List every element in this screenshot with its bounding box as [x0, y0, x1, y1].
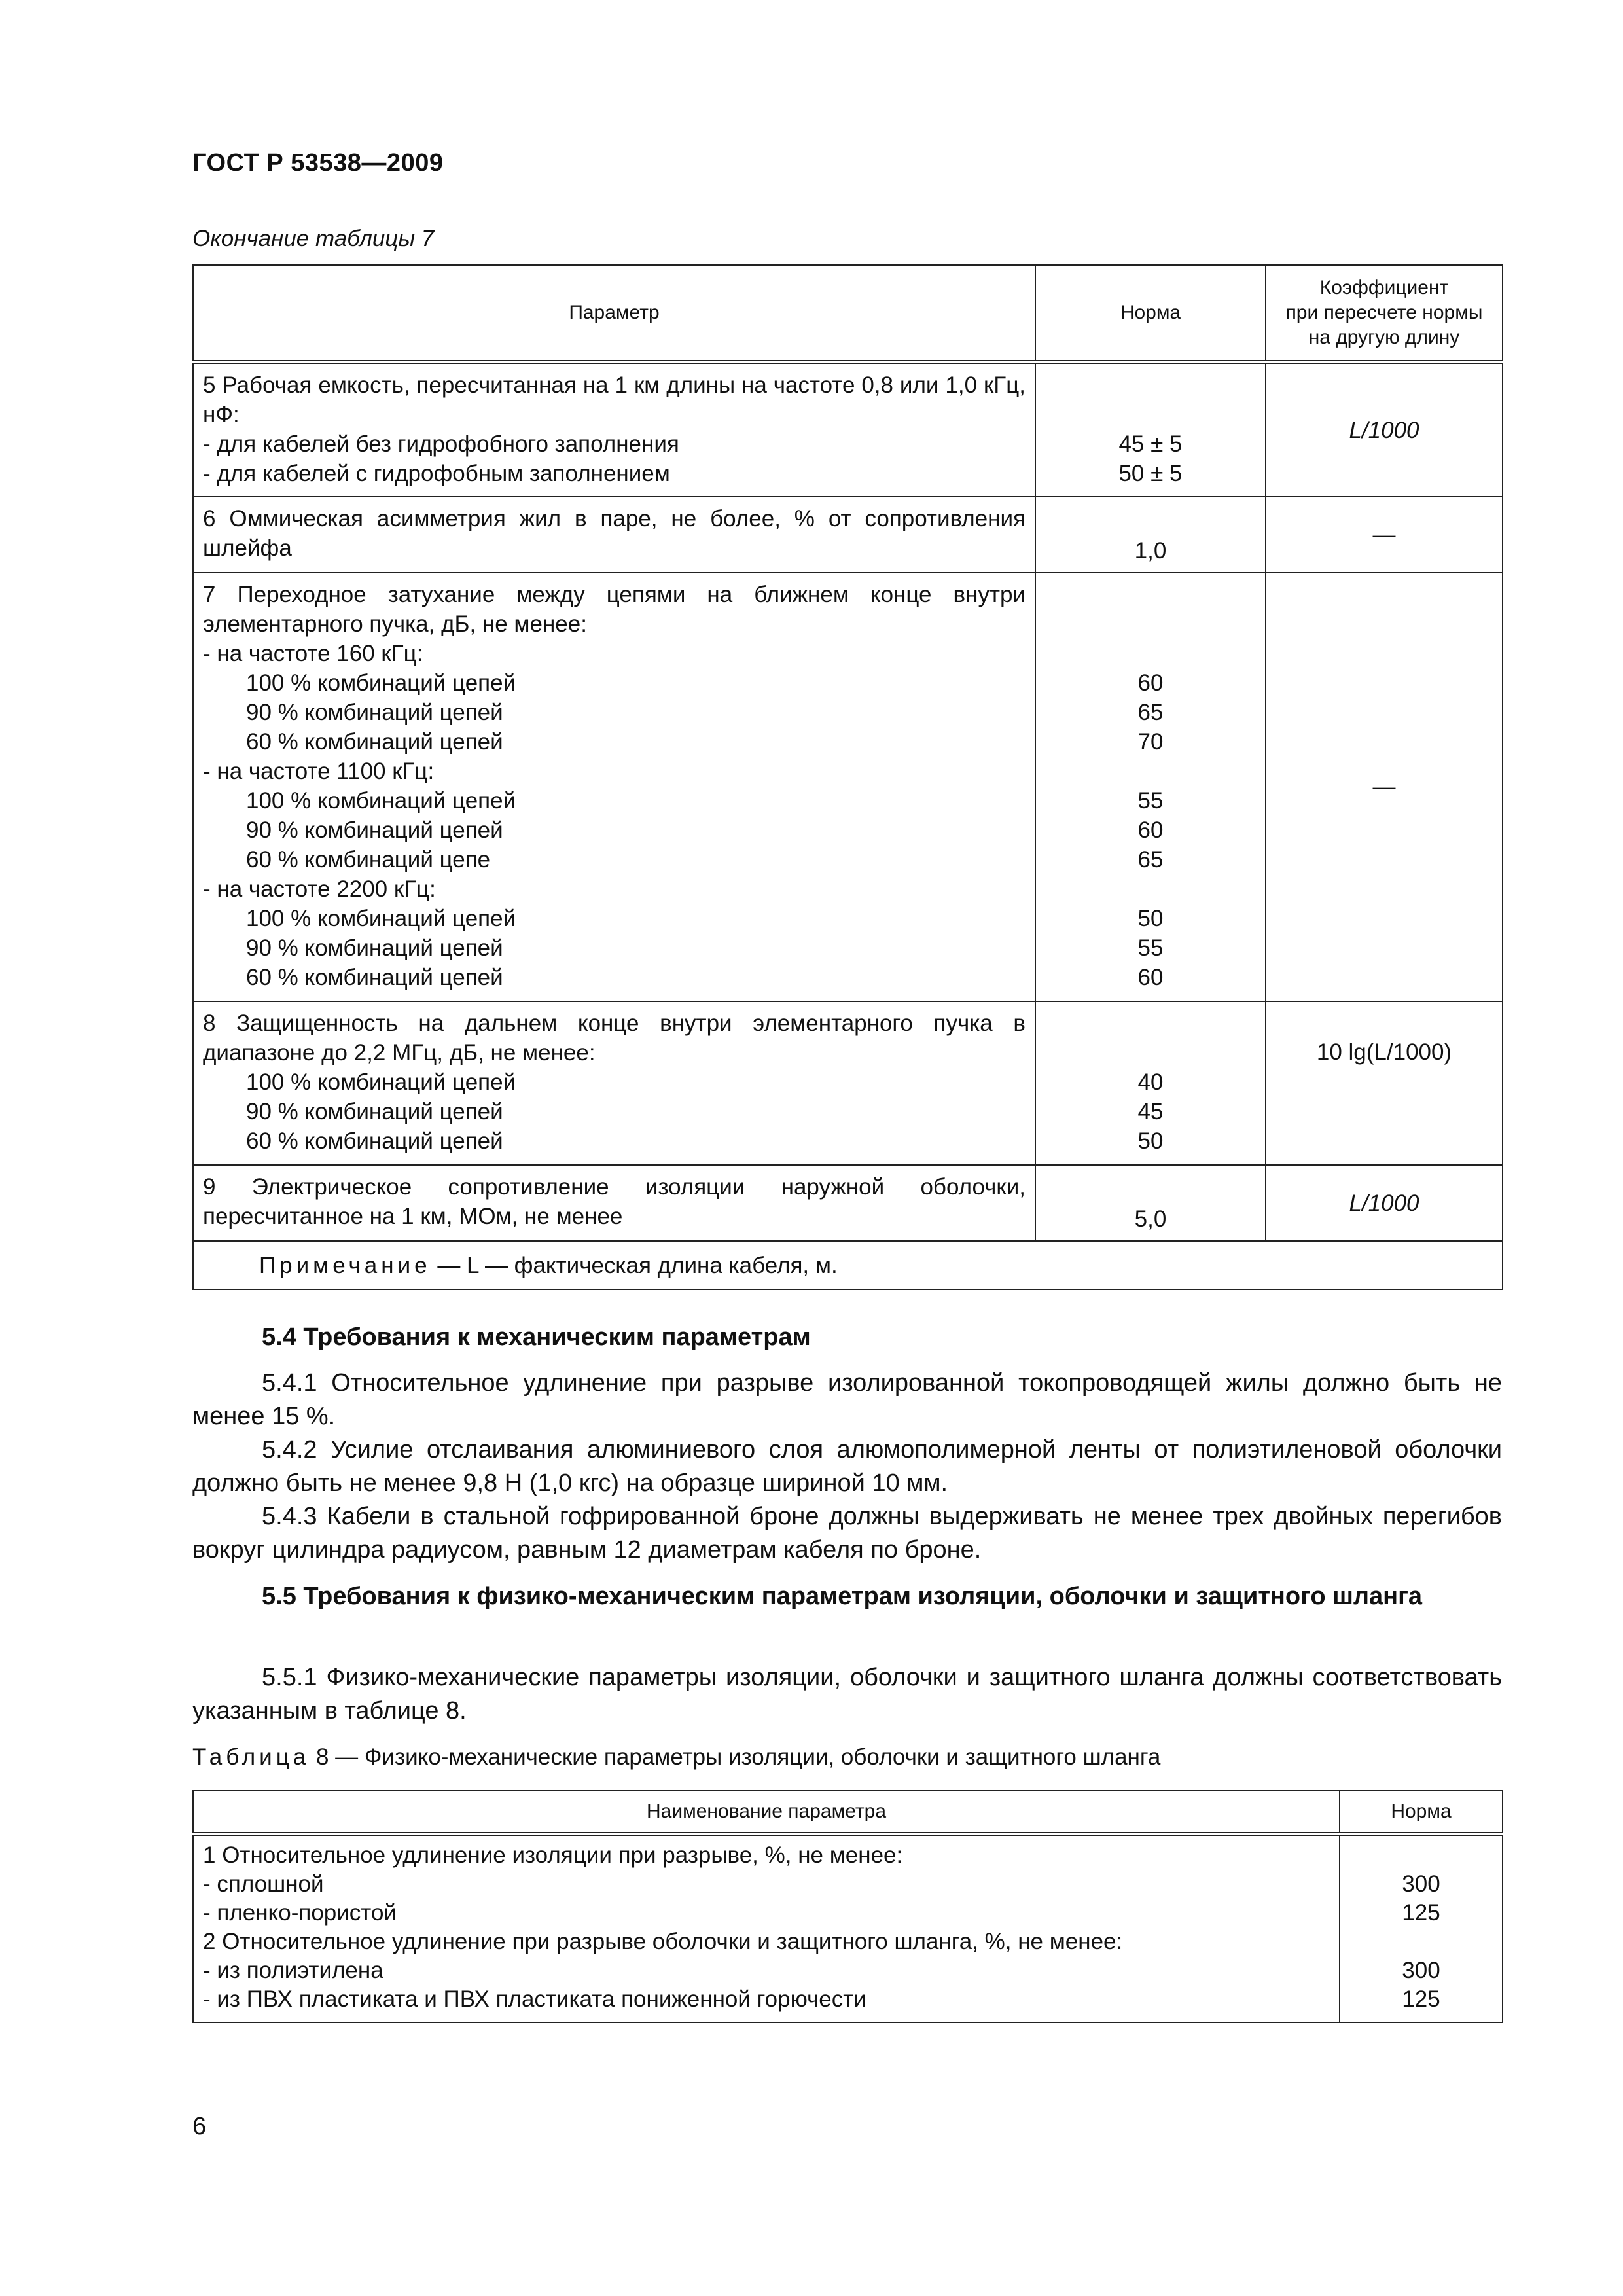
param-sub: - сплошной: [203, 1871, 324, 1897]
combo-label: 60 % комбинаций цепе: [246, 847, 491, 872]
param-title: 2 Относительное удлинение при разрыве оболочки и защитного шланга, %, не менее:: [203, 1929, 1123, 1954]
table-note: [193, 1241, 1503, 1289]
norm-cell: [1035, 1001, 1266, 1165]
norm-value: 60: [1137, 965, 1164, 990]
page-number: 6: [192, 2113, 207, 2140]
param-sub: - из полиэтилена: [203, 1958, 383, 1983]
norm-value: 60: [1137, 670, 1164, 696]
coef-cell: [1266, 1001, 1503, 1165]
table8-caption-label: Таблица: [192, 1744, 310, 1770]
col-header-param: Параметр: [193, 265, 1035, 362]
norm-value: 50: [1137, 1128, 1164, 1154]
paragraph-5-4-1: 5.4.1 Относительное удлинение при разрыве изолированной токопроводящей жилы должно быть не менее 15 %.: [192, 1369, 1502, 1430]
table7-caption: Окончание таблицы 7: [192, 226, 435, 251]
norm-value: 45: [1137, 1099, 1164, 1124]
table-note-row: [193, 1241, 1503, 1289]
freq-label: - на частоте 2200 кГц:: [203, 876, 436, 902]
norm-value: 300: [1402, 1958, 1440, 1983]
param-cell: [193, 362, 1035, 497]
param-cell: [193, 1834, 1340, 2022]
norm-value: 1,0: [1134, 538, 1167, 564]
norm-value: 125: [1402, 1900, 1440, 1926]
norm-cell: [1035, 497, 1266, 573]
document-id: ГОСТ Р 53538—2009: [192, 149, 444, 177]
note-text: — L — фактическая длина кабеля, м.: [437, 1252, 838, 1278]
norm-value: 45 ± 5: [1118, 431, 1183, 457]
param-title: 5 Рабочая емкость, пересчитанная на 1 км длины на частоте 0,8 или 1,0 кГц, нФ:: [203, 372, 1026, 427]
norm-value: 65: [1137, 700, 1164, 725]
table-row: [193, 362, 1503, 497]
param-title: 6 Оммическая асимметрия жил в паре, не более, % от сопротивления шлейфа: [203, 506, 1026, 561]
coef-value: 10 lg(L/1000): [1316, 1039, 1452, 1065]
coef-cell: [1266, 573, 1503, 1001]
coef-value: L/1000: [1349, 417, 1419, 443]
norm-value: 70: [1137, 729, 1164, 755]
norm-value: 60: [1137, 817, 1164, 843]
norm-value: 125: [1402, 1986, 1440, 2012]
param-sub: - пленко-пористой: [203, 1900, 397, 1926]
norm-cell: [1340, 1834, 1503, 2022]
norm-value: 50 ± 5: [1118, 461, 1183, 486]
col-header-name: Наименование параметра: [193, 1791, 1340, 1834]
coef-header-line1: Коэффициент: [1319, 277, 1449, 298]
table-row: [193, 573, 1503, 1001]
param-title: 7 Переходное затухание между цепями на ближнем конце внутри элементарного пучка, дБ, не менее:: [203, 582, 1026, 637]
coef-value: —: [1372, 774, 1396, 800]
param-cell: [193, 1001, 1035, 1165]
norm-value: 40: [1137, 1069, 1164, 1095]
param-title: 1 Относительное удлинение изоляции при разрыве, %, не менее:: [203, 1842, 903, 1868]
param-cell: [193, 1165, 1035, 1241]
combo-label: 90 % комбинаций цепей: [246, 935, 503, 961]
param-sub: - для кабелей с гидрофобным заполнением: [203, 461, 670, 486]
note-label: Примечание: [259, 1252, 431, 1278]
table-row: [193, 1834, 1503, 2022]
norm-value: 50: [1137, 906, 1164, 931]
param-cell: [193, 497, 1035, 573]
combo-label: 60 % комбинаций цепей: [246, 729, 503, 755]
norm-value: 5,0: [1134, 1206, 1167, 1232]
table-row: [193, 1001, 1503, 1165]
section-5-4-heading: 5.4 Требования к механическим параметрам: [262, 1323, 811, 1351]
param-title: 8 Защищенность на дальнем конце внутри элементарного пучка в диапазоне до 2,2 МГц, дБ, не менее:: [203, 1011, 1026, 1066]
col-header-norm: Норма: [1035, 265, 1266, 362]
coef-value: L/1000: [1349, 1190, 1419, 1216]
coef-cell: [1266, 362, 1503, 497]
table-row: [193, 1165, 1503, 1241]
freq-label: - на частоте 160 кГц:: [203, 641, 423, 666]
coef-cell: [1266, 1165, 1503, 1241]
combo-label: 100 % комбинаций цепей: [246, 670, 516, 696]
table-row: [193, 497, 1503, 573]
combo-label: 60 % комбинаций цепей: [246, 965, 503, 990]
param-cell: [193, 573, 1035, 1001]
combo-label: 60 % комбинаций цепей: [246, 1128, 503, 1154]
section-5-5-heading: 5.5 Требования к физико-механическим параметрам изоляции, оболочки и защитного шланга: [262, 1583, 1423, 1610]
param-sub: - из ПВХ пластиката и ПВХ пластиката пониженной горючести: [203, 1986, 866, 2012]
combo-label: 100 % комбинаций цепей: [246, 906, 516, 931]
param-sub: - для кабелей без гидрофобного заполнения: [203, 431, 679, 457]
table-7: [192, 264, 1503, 1290]
coef-header-line3: на другую длину: [1308, 327, 1460, 348]
norm-cell: [1035, 1165, 1266, 1241]
norm-cell: [1035, 573, 1266, 1001]
coef-header-line2: при пересчете нормы: [1285, 302, 1483, 323]
param-title: 9 Электрическое сопротивление изоляции наружной оболочки, пересчитанное на 1 км, МОм, не менее: [203, 1174, 1026, 1229]
norm-cell: [1035, 362, 1266, 497]
norm-value: 65: [1137, 847, 1164, 872]
paragraph-5-4-3: 5.4.3 Кабели в стальной гофрированной броне должны выдерживать не менее трех двойных перегибов вокруг цилиндра радиусом, равным 12 диаметрам кабеля по броне.: [192, 1503, 1502, 1564]
norm-value: 55: [1137, 935, 1164, 961]
paragraph-5-4-2: 5.4.2 Усилие отслаивания алюминиевого слоя алюмополимерной ленты от полиэтиленовой оболочки должно быть не менее 9,8 Н (1,0 кгс) на образце шириной 10 мм.: [192, 1436, 1502, 1497]
combo-label: 90 % комбинаций цепей: [246, 817, 503, 843]
table-header-row: [193, 265, 1503, 362]
paragraph-5-5-1: 5.5.1 Физико-механические параметры изоляции, оболочки и защитного шланга должны соответствовать указанным в таблице 8.: [192, 1664, 1502, 1725]
coef-value: —: [1372, 522, 1396, 548]
combo-label: 90 % комбинаций цепей: [246, 1099, 503, 1124]
table8-caption-text: 8 — Физико-механические параметры изоляции, оболочки и защитного шланга: [315, 1744, 1161, 1770]
combo-label: 100 % комбинаций цепей: [246, 1069, 516, 1095]
norm-value: 300: [1402, 1871, 1440, 1897]
table8-caption: [192, 1744, 1160, 1770]
freq-label: - на частоте 1100 кГц:: [203, 759, 435, 784]
combo-label: 100 % комбинаций цепей: [246, 788, 516, 814]
table-8: [192, 1790, 1503, 2023]
coef-cell: [1266, 497, 1503, 573]
table-header-row: [193, 1791, 1503, 1834]
combo-label: 90 % комбинаций цепей: [246, 700, 503, 725]
col-header-norm: Норма: [1340, 1791, 1503, 1834]
col-header-coef: [1266, 265, 1503, 362]
norm-value: 55: [1137, 788, 1164, 814]
